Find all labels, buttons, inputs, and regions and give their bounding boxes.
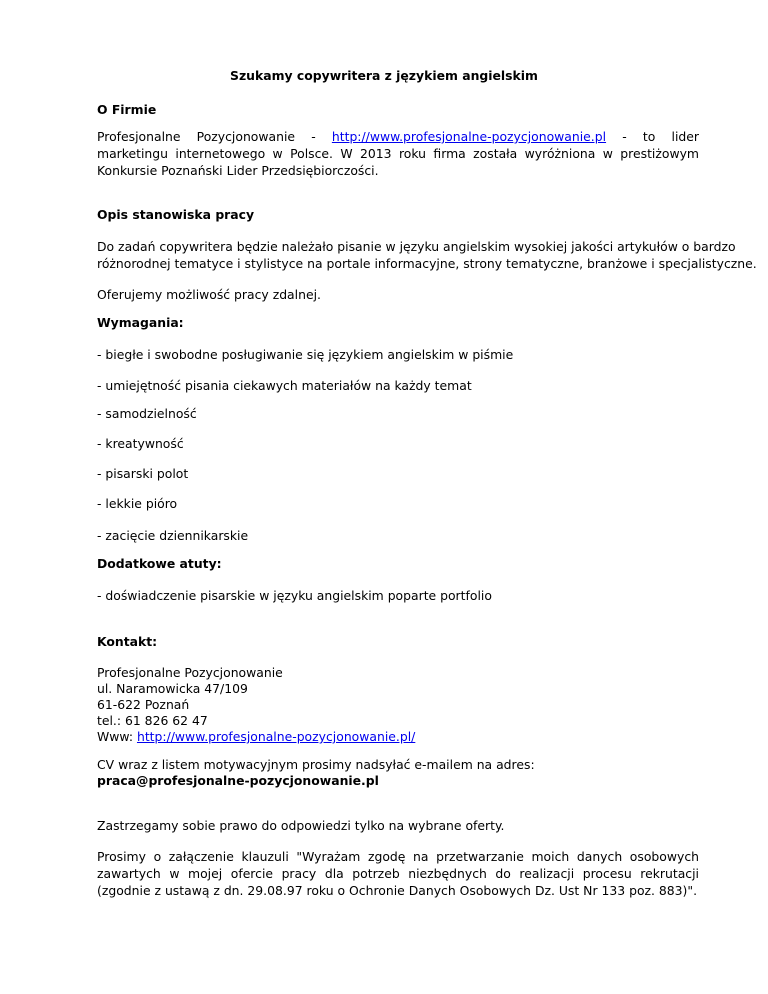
about-text: - to lider marketingu internetowego w Polsce. W 2013 roku firma została wyróżniona w prestiżowym Konkursie Poznański Lider Przedsiębiorczości. — [97, 129, 699, 178]
company-website-link[interactable]: http://www.profesjonalne-pozycjonowanie.pl — [331, 129, 607, 144]
contact-www — [97, 728, 415, 745]
contact-street: ul. Naramowicka 47/109 — [97, 681, 248, 696]
requirement-item: - umiejętność pisania ciekawych materiałów na każdy temat — [97, 378, 472, 393]
cv-instructions: CV wraz z listem motywacyjnym prosimy nadsyłać e-mailem na adres: — [97, 757, 535, 772]
contact-city: 61-622 Poznań — [97, 697, 190, 712]
page-title: Szukamy copywritera z językiem angielskim — [230, 68, 538, 83]
extras-item: - doświadczenie pisarskie w języku angielskim poparte portfolio — [97, 588, 492, 603]
requirement-item: - lekkie pióro — [97, 496, 178, 511]
requirement-item: - samodzielność — [97, 406, 197, 421]
consent-clause: Prosimy o załączenie klauzuli "Wyrażam zgodę na przetwarzanie moich danych osobowych zawartych w mojej ofercie pracy dla potrzeb niezbędnych do realizacji procesu rekrutacji (zgodnie z ustawą z dn. 29.08.97 roku o Ochronie Danych Osobowych Dz. Ust Nr 133 poz. 883)". — [97, 849, 699, 898]
extras-heading: Dodatkowe atuty: — [97, 556, 222, 571]
contact-phone: tel.: 61 826 62 47 — [97, 713, 208, 728]
about-lead: Profesjonalne Pozycjonowanie - — [97, 129, 332, 144]
contact-email: praca@profesjonalne-pozycjonowanie.pl — [97, 773, 379, 788]
contact-website-link[interactable]: http://www.profesjonalne-pozycjonowanie.pl/ — [136, 729, 416, 744]
contact-company: Profesjonalne Pozycjonowanie — [97, 665, 283, 680]
contact-heading: Kontakt: — [97, 634, 158, 649]
requirements-heading: Wymagania: — [97, 315, 184, 330]
requirement-item: - kreatywność — [97, 436, 184, 451]
reservation-note: Zastrzegamy sobie prawo do odpowiedzi tylko na wybrane oferty. — [97, 818, 505, 833]
remote-work-note: Oferujemy możliwość pracy zdalnej. — [97, 287, 321, 302]
position-line-2: różnorodnej tematyce i stylistyce na portale informacyjne, strony tematyczne, branżowe i specjalistyczne. — [97, 256, 757, 271]
www-label: Www: — [97, 729, 137, 744]
requirement-item: - biegłe i swobodne posługiwanie się językiem angielskim w piśmie — [97, 347, 514, 362]
requirement-item: - zacięcie dziennikarskie — [97, 528, 249, 543]
about-heading: O Firmie — [97, 102, 157, 117]
requirement-item: - pisarski polot — [97, 466, 189, 481]
position-heading: Opis stanowiska pracy — [97, 207, 255, 222]
about-paragraph — [97, 128, 699, 179]
position-line-1: Do zadań copywritera będzie należało pisanie w języku angielskim wysokiej jakości artykułów o bardzo — [97, 239, 736, 254]
